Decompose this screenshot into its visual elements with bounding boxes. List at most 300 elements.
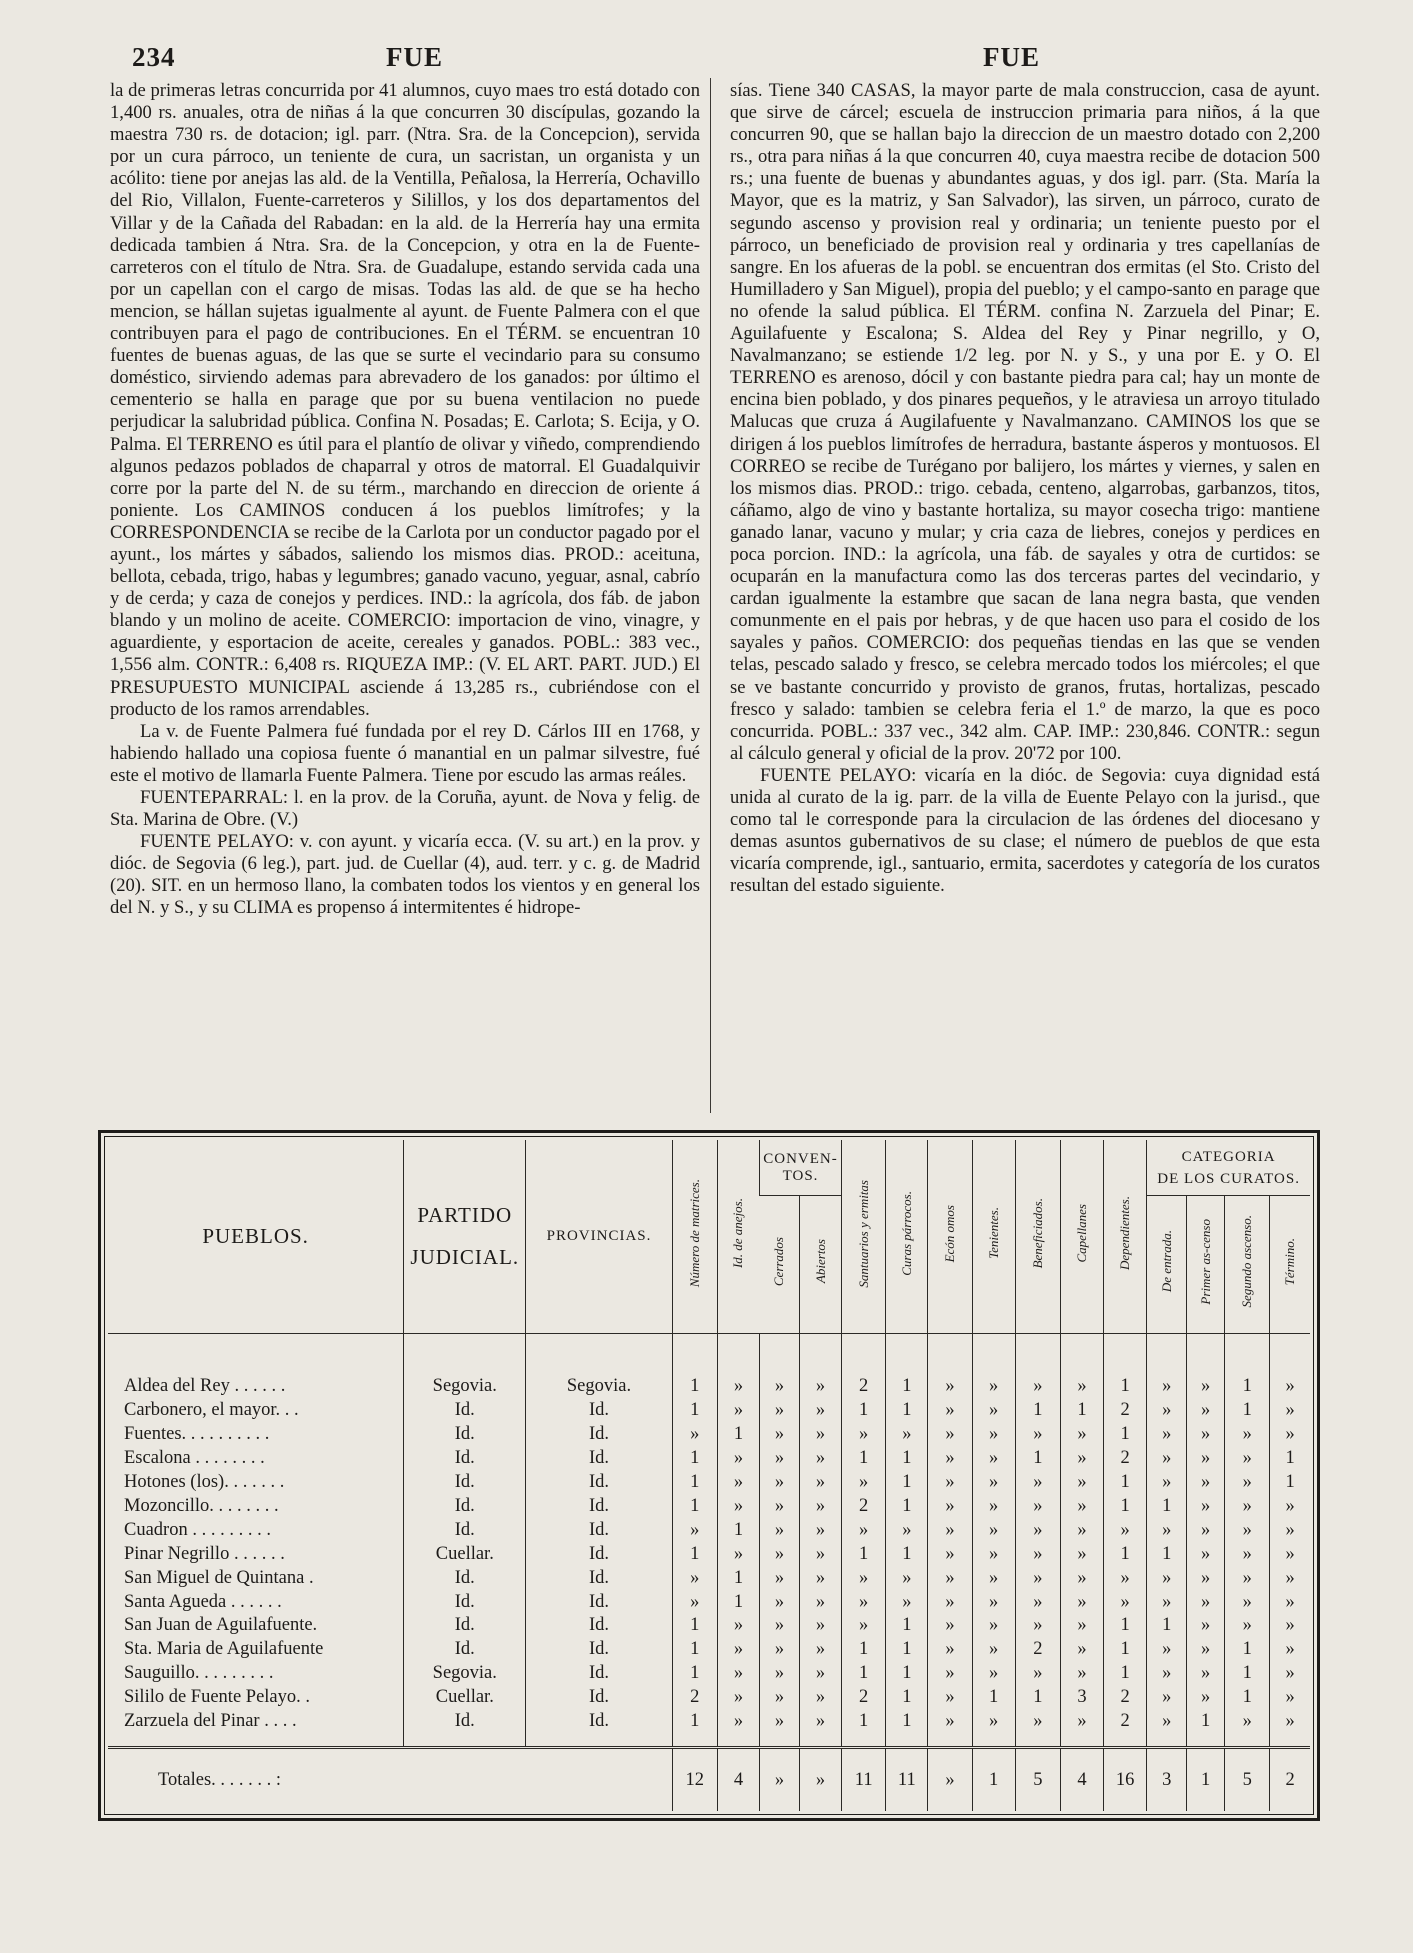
cell-value: » bbox=[1270, 1494, 1310, 1518]
cell-value: » bbox=[972, 1374, 1015, 1398]
header-dependientes-text: Dependientes. bbox=[1117, 1196, 1133, 1271]
cell-pueblo: San Juan de Aguilafuente. bbox=[124, 1615, 318, 1636]
cell-value: » bbox=[972, 1709, 1015, 1733]
header-matrices-text: Número de matrices. bbox=[686, 1179, 702, 1288]
spacer-cell bbox=[717, 1333, 759, 1374]
totals-value: » bbox=[759, 1748, 799, 1811]
header-entrada bbox=[1147, 1196, 1187, 1333]
cell-value: » bbox=[799, 1637, 841, 1661]
cell-value: » bbox=[717, 1398, 759, 1422]
left-paragraph-3: FUENTEPARRAL: l. en la prov. de la Coruña, ayunt. de Nova y felig. de Sta. Marina de Obre. (V.) bbox=[110, 787, 700, 831]
cell-value: 1 bbox=[972, 1685, 1015, 1709]
left-paragraph-4: FUENTE PELAYO: v. con ayunt. y vicaría ecca. (V. su art.) en la prov. y dióc. de Segovia (6 leg.), part. jud. de Cuellar (4), aud. terr. y c. g. de Madrid (20). SIT. en un hermoso llano, la combaten todos los vientos y en general los del N. y S., y su CLIMA es propenso á intermitentes é hidrope- bbox=[110, 831, 700, 919]
cell-provincia: Id. bbox=[526, 1518, 672, 1542]
cell-value: » bbox=[799, 1518, 841, 1542]
cell-value: » bbox=[928, 1661, 972, 1685]
cell-provincia: Id. bbox=[526, 1422, 672, 1446]
spacer-cell bbox=[404, 1333, 526, 1374]
cell-value: » bbox=[928, 1398, 972, 1422]
cell-value: » bbox=[1015, 1422, 1060, 1446]
cell-value: » bbox=[842, 1566, 886, 1590]
cell-value: » bbox=[1147, 1661, 1187, 1685]
cell-value: » bbox=[1060, 1566, 1103, 1590]
cell-value: » bbox=[759, 1470, 799, 1494]
cell-value: » bbox=[842, 1614, 886, 1638]
table-spacer-top bbox=[108, 1333, 1310, 1374]
cell-value: » bbox=[1187, 1685, 1225, 1709]
cell-pueblo: Fuentes. . . . . . . . . . bbox=[124, 1423, 270, 1444]
header-curas-text: Curas párrocos. bbox=[898, 1190, 914, 1276]
left-paragraph-1: la de primeras letras concurrida por 41 alumnos, cuyo maes tro está dotado con 1,400 rs. anuales, otra de niñas á la que concurren 30 discípulas, gozando la maestra 730 rs. de dotacion; igl. parr. (Ntra. Sra. de la Concepcion), servida por un cura párroco, un teniente de cura, un sacristan, un organista y un acólito: tiene por anejas las ald. de la Ventilla, Peñalosa, la Herrería, Ochavillo del Rio, Villalon, Fuente-carreteros y Silillos, y los dos departamentos del Villar y de la Cañada del Rabadan: en la ald. de la Herrería hay una ermita dedicada tambien á Ntra. Sra. de la Concepcion, y otra en la de Fuente-carreteros con el título de Ntra. Sra. de Guadalupe, estando servida cada una por un capellan con el cargo de misas. Todas las ald. de que se ha hecho mencion, se hállan sujetas igualmente al ayunt. de Fuente Palmera con el que contribuyen para el pago de contribuciones. En el TÉRM. se encuentran 10 fuentes de buenas aguas, de las que se surte el vecindario para su consumo doméstico, sirviendo ademas para abrevadero de los ganados: por último el cementerio se halla en parage que por su buena ventilacion no puede perjudicar la salubridad pública. Confina N. Posadas; E. Carlota; S. Ecija, y O. Palma. El TERRENO es útil para el plantío de olivar y viñedo, comprendiendo algunos pedazos poblados de chaparral y otros de matorral. El Guadalquivir corre por la parte del N. de su térm., marchando en direccion de oriente á poniente. Los CAMINOS conducen á los pueblos limítrofes; y la CORRESPONDENCIA se recibe de la Carlota por un conductor pagado por el ayunt., los mártes y sábados, saliendo los mismos dias. PROD.: aceituna, bellota, cebada, trigo, habas y legumbres; ganado vacuno, yeguar, asnal, cabrío y de cerda; y caza de conejos y perdices. IND.: la agrícola, dos fáb. de jabon blando y un molino de aceite. COMERCIO: importacion de vino, vinagre, y aguardiente, y esportacion de aceite, cereales y ganados. POBL.: 383 vec., 1,556 alm. CONTR.: 6,408 rs. RIQUEZA IMP.: (V. EL ART. PART. JUD.) El PRESUPUESTO MUNICIPAL asciende á 13,285 rs., cubriéndose con el producto de los ramos arrendables. bbox=[110, 80, 700, 720]
header-termino bbox=[1270, 1196, 1310, 1333]
cell-partido: Id. bbox=[404, 1590, 526, 1614]
cell-value: » bbox=[1060, 1422, 1103, 1446]
header-partido-line1: PARTIDO bbox=[417, 1203, 513, 1228]
header-beneficiados bbox=[1015, 1140, 1060, 1333]
cell-value: » bbox=[928, 1637, 972, 1661]
cell-value: » bbox=[1270, 1661, 1310, 1685]
column-divider bbox=[710, 78, 711, 1113]
header-cerrados bbox=[759, 1196, 799, 1333]
right-paragraph-2: FUENTE PELAYO: vicaría en la dióc. de Segovia: cuya dignidad está unida al curato de la ig. parr. de la villa de Euente Pelayo con la jurisd., que como tal le corresponde para la circulacion de las órdenes del diocesano y demas asuntos gubernativos de su clase; el número de pueblos de que esta vicaría comprende, igl., santuario, ermita, sacerdotes y categoría de los curatos resultan del estado siguiente. bbox=[730, 764, 1320, 897]
header-anejos-text: Id. de anejos. bbox=[730, 1198, 746, 1269]
cell-value: » bbox=[799, 1661, 841, 1685]
spacer-cell bbox=[1060, 1733, 1103, 1747]
cell-value: » bbox=[972, 1470, 1015, 1494]
spacer-cell bbox=[886, 1733, 928, 1747]
header-termino-text: Término. bbox=[1282, 1237, 1298, 1286]
cell-value: » bbox=[1104, 1518, 1147, 1542]
totals-value: 1 bbox=[1187, 1748, 1225, 1811]
cell-value: 1 bbox=[1147, 1494, 1187, 1518]
header-beneficiados-text: Beneficiados. bbox=[1029, 1198, 1045, 1269]
cell-value: » bbox=[799, 1685, 841, 1709]
cell-value: » bbox=[928, 1374, 972, 1398]
cell-value: » bbox=[717, 1446, 759, 1470]
right-column bbox=[730, 80, 1320, 897]
cell-value: » bbox=[759, 1422, 799, 1446]
spacer-cell bbox=[1104, 1733, 1147, 1747]
cell-value: 1 bbox=[1187, 1709, 1225, 1733]
cell-value: » bbox=[1270, 1685, 1310, 1709]
header-santuarios-text: Santuarios y ermitas bbox=[855, 1179, 871, 1288]
totals-value: 11 bbox=[842, 1748, 886, 1811]
header-categoria-line2: DE LOS CURATOS. bbox=[1157, 1170, 1300, 1187]
totals-value: 4 bbox=[717, 1748, 759, 1811]
totals-value: 2 bbox=[1270, 1748, 1310, 1811]
header-matrices bbox=[672, 1140, 717, 1333]
cell-value: » bbox=[972, 1590, 1015, 1614]
table-row bbox=[108, 1661, 1310, 1685]
spacer-cell bbox=[1187, 1333, 1225, 1374]
cell-provincia: Id. bbox=[526, 1398, 672, 1422]
cell-value: » bbox=[1147, 1518, 1187, 1542]
cell-value: 1 bbox=[1270, 1446, 1310, 1470]
spacer-cell bbox=[672, 1733, 717, 1747]
cell-value: » bbox=[672, 1518, 717, 1542]
cell-value: » bbox=[972, 1422, 1015, 1446]
left-column bbox=[110, 80, 700, 920]
cell-value: » bbox=[1060, 1614, 1103, 1638]
cell-value: » bbox=[1060, 1542, 1103, 1566]
cell-value: » bbox=[717, 1685, 759, 1709]
cell-value: 1 bbox=[886, 1709, 928, 1733]
header-partido-line2: JUDICIAL. bbox=[410, 1245, 520, 1270]
cell-value: » bbox=[928, 1685, 972, 1709]
cell-pueblo: Escalona . . . . . . . . bbox=[124, 1447, 265, 1468]
cell-value: 1 bbox=[672, 1446, 717, 1470]
cell-value: » bbox=[1147, 1709, 1187, 1733]
cell-value: » bbox=[759, 1637, 799, 1661]
table-row bbox=[108, 1637, 1310, 1661]
cell-provincia: Id. bbox=[526, 1637, 672, 1661]
table-row bbox=[108, 1542, 1310, 1566]
cell-value: » bbox=[1147, 1590, 1187, 1614]
totals-value: 5 bbox=[1225, 1748, 1270, 1811]
cell-value: » bbox=[1225, 1470, 1270, 1494]
header-santuarios bbox=[842, 1140, 886, 1333]
cell-value: » bbox=[717, 1470, 759, 1494]
cell-value: » bbox=[1187, 1661, 1225, 1685]
cell-partido: Id. bbox=[404, 1446, 526, 1470]
spacer-cell bbox=[1104, 1333, 1147, 1374]
cell-value: » bbox=[672, 1566, 717, 1590]
cell-value: » bbox=[886, 1590, 928, 1614]
cell-value: » bbox=[1225, 1446, 1270, 1470]
header-abiertos-text: Abiertos bbox=[812, 1239, 828, 1284]
cell-value: 1 bbox=[1104, 1614, 1147, 1638]
cell-value: » bbox=[759, 1709, 799, 1733]
cell-value: » bbox=[1104, 1566, 1147, 1590]
table-row bbox=[108, 1590, 1310, 1614]
cell-pueblo: Pinar Negrillo . . . . . . bbox=[124, 1543, 285, 1564]
cell-value: » bbox=[759, 1685, 799, 1709]
cell-partido: Id. bbox=[404, 1470, 526, 1494]
cell-value: » bbox=[1225, 1709, 1270, 1733]
cell-value: 1 bbox=[1225, 1661, 1270, 1685]
table-row bbox=[108, 1422, 1310, 1446]
spacer-cell bbox=[972, 1333, 1015, 1374]
cell-value: 1 bbox=[886, 1661, 928, 1685]
cell-value: 1 bbox=[672, 1542, 717, 1566]
cell-value: 1 bbox=[672, 1661, 717, 1685]
cell-value: » bbox=[1060, 1446, 1103, 1470]
table-row bbox=[108, 1518, 1310, 1542]
cell-value: 1 bbox=[842, 1398, 886, 1422]
cell-value: » bbox=[759, 1518, 799, 1542]
cell-value: 1 bbox=[842, 1661, 886, 1685]
cell-value: 1 bbox=[1147, 1542, 1187, 1566]
cell-value: » bbox=[1187, 1566, 1225, 1590]
totals-value: » bbox=[928, 1748, 972, 1811]
cell-value: » bbox=[842, 1590, 886, 1614]
cell-value: » bbox=[1147, 1637, 1187, 1661]
left-running-head: FUE bbox=[386, 42, 443, 72]
header-cerrados-text: Cerrados bbox=[771, 1236, 787, 1287]
cell-value: 1 bbox=[886, 1494, 928, 1518]
cell-value: » bbox=[717, 1494, 759, 1518]
cell-value: » bbox=[1270, 1709, 1310, 1733]
cell-value: » bbox=[1225, 1494, 1270, 1518]
header-segundo-text: Segundo ascenso. bbox=[1239, 1215, 1255, 1308]
spacer-cell bbox=[1015, 1333, 1060, 1374]
cell-value: » bbox=[972, 1542, 1015, 1566]
cell-value: 1 bbox=[1104, 1422, 1147, 1446]
cell-value: 1 bbox=[886, 1470, 928, 1494]
cell-value: » bbox=[1270, 1637, 1310, 1661]
header-entrada-text: De entrada. bbox=[1158, 1230, 1174, 1293]
cell-value: » bbox=[972, 1614, 1015, 1638]
table-row bbox=[108, 1446, 1310, 1470]
cell-value: 1 bbox=[886, 1637, 928, 1661]
cell-partido: Id. bbox=[404, 1494, 526, 1518]
cell-pueblo: Aldea del Rey . . . . . . bbox=[124, 1376, 286, 1397]
cell-partido: Cuellar. bbox=[404, 1685, 526, 1709]
cell-value: » bbox=[1147, 1374, 1187, 1398]
cell-value: » bbox=[759, 1614, 799, 1638]
cell-value: » bbox=[1147, 1446, 1187, 1470]
cell-value: 1 bbox=[1104, 1542, 1147, 1566]
cell-value: 1 bbox=[886, 1542, 928, 1566]
header-conventos: CONVEN-TOS. bbox=[759, 1140, 841, 1196]
cell-value: 1 bbox=[672, 1709, 717, 1733]
cell-value: » bbox=[1187, 1374, 1225, 1398]
cell-partido: Segovia. bbox=[404, 1374, 526, 1398]
header-tenientes bbox=[972, 1140, 1015, 1333]
cell-provincia: Id. bbox=[526, 1685, 672, 1709]
cell-value: » bbox=[1147, 1398, 1187, 1422]
statistics-table-frame bbox=[98, 1130, 1320, 1821]
spacer-cell bbox=[1270, 1333, 1310, 1374]
cell-value: » bbox=[972, 1518, 1015, 1542]
cell-value: » bbox=[1147, 1566, 1187, 1590]
spacer-cell bbox=[799, 1333, 841, 1374]
cell-value: » bbox=[799, 1422, 841, 1446]
table-row bbox=[108, 1709, 1310, 1733]
cell-pueblo: Santa Agueda . . . . . . bbox=[124, 1591, 282, 1612]
header-primer-text: Primer as-censo bbox=[1197, 1218, 1213, 1305]
header-provincias: PROVINCIAS. bbox=[526, 1140, 672, 1333]
spacer-cell bbox=[972, 1733, 1015, 1747]
spacer-cell bbox=[842, 1333, 886, 1374]
spacer-cell bbox=[1060, 1333, 1103, 1374]
cell-value: » bbox=[928, 1518, 972, 1542]
cell-value: 1 bbox=[1225, 1398, 1270, 1422]
spacer-cell bbox=[672, 1333, 717, 1374]
cell-value: » bbox=[928, 1614, 972, 1638]
cell-value: » bbox=[799, 1590, 841, 1614]
cell-value: » bbox=[928, 1590, 972, 1614]
cell-value: » bbox=[928, 1709, 972, 1733]
spacer-cell bbox=[928, 1733, 972, 1747]
totals-value: 3 bbox=[1147, 1748, 1187, 1811]
cell-value: » bbox=[1187, 1614, 1225, 1638]
cell-pueblo: Sililo de Fuente Pelayo. . bbox=[124, 1687, 311, 1708]
cell-value: » bbox=[1015, 1518, 1060, 1542]
totals-value: 12 bbox=[672, 1748, 717, 1811]
page-number: 234 bbox=[132, 42, 176, 72]
cell-value: » bbox=[717, 1374, 759, 1398]
cell-value: » bbox=[928, 1542, 972, 1566]
spacer-cell bbox=[759, 1733, 799, 1747]
cell-value: 1 bbox=[842, 1637, 886, 1661]
cell-value: » bbox=[759, 1542, 799, 1566]
cell-value: » bbox=[1015, 1470, 1060, 1494]
header-pueblos: PUEBLOS. bbox=[108, 1140, 404, 1333]
cell-value: » bbox=[1060, 1637, 1103, 1661]
cell-value: » bbox=[717, 1614, 759, 1638]
spacer-cell bbox=[799, 1733, 841, 1747]
cell-value: » bbox=[1187, 1637, 1225, 1661]
cell-provincia: Id. bbox=[526, 1709, 672, 1733]
cell-pueblo: Mozoncillo. . . . . . . . bbox=[124, 1495, 279, 1516]
cell-value: » bbox=[759, 1590, 799, 1614]
left-paragraph-2: La v. de Fuente Palmera fué fundada por el rey D. Cárlos III en 1768, y habiendo hallado una copiosa fuente ó manantial en un palmar silvestre, fué este el motivo de llamarla Fuente Palmera. Tiene por escudo las armas reáles. bbox=[110, 720, 700, 786]
cell-value: 2 bbox=[1104, 1398, 1147, 1422]
cell-value: 1 bbox=[717, 1590, 759, 1614]
cell-value: » bbox=[1060, 1374, 1103, 1398]
cell-value: » bbox=[799, 1494, 841, 1518]
cell-value: » bbox=[1015, 1374, 1060, 1398]
cell-value: » bbox=[717, 1661, 759, 1685]
cell-partido: Segovia. bbox=[404, 1661, 526, 1685]
cell-value: 1 bbox=[1104, 1494, 1147, 1518]
cell-value: » bbox=[799, 1470, 841, 1494]
spacer-cell bbox=[1270, 1733, 1310, 1747]
cell-value: » bbox=[717, 1542, 759, 1566]
cell-value: » bbox=[1270, 1422, 1310, 1446]
cell-value: » bbox=[1270, 1398, 1310, 1422]
cell-value: » bbox=[799, 1374, 841, 1398]
cell-value: » bbox=[928, 1422, 972, 1446]
spacer-cell bbox=[759, 1333, 799, 1374]
table-row bbox=[108, 1685, 1310, 1709]
totals-value: » bbox=[799, 1748, 841, 1811]
cell-value: 1 bbox=[842, 1542, 886, 1566]
cell-provincia: Id. bbox=[526, 1494, 672, 1518]
totals-row bbox=[108, 1748, 1310, 1811]
cell-value: » bbox=[1147, 1685, 1187, 1709]
spacer-cell bbox=[108, 1733, 404, 1747]
cell-partido: Id. bbox=[404, 1398, 526, 1422]
cell-value: 1 bbox=[1270, 1470, 1310, 1494]
cell-value: » bbox=[1060, 1494, 1103, 1518]
cell-value: 1 bbox=[1104, 1470, 1147, 1494]
cell-value: 2 bbox=[1104, 1709, 1147, 1733]
spacer-cell bbox=[1147, 1333, 1187, 1374]
cell-value: » bbox=[759, 1661, 799, 1685]
cell-value: 1 bbox=[672, 1470, 717, 1494]
cell-value: » bbox=[886, 1422, 928, 1446]
cell-value: » bbox=[1225, 1542, 1270, 1566]
header-anejos bbox=[717, 1140, 759, 1333]
cell-value: » bbox=[1060, 1709, 1103, 1733]
cell-value: » bbox=[1270, 1566, 1310, 1590]
spacer-cell bbox=[1225, 1333, 1270, 1374]
cell-value: 1 bbox=[1225, 1685, 1270, 1709]
cell-value: » bbox=[842, 1422, 886, 1446]
cell-value: » bbox=[759, 1566, 799, 1590]
cell-value: » bbox=[886, 1566, 928, 1590]
cell-value: » bbox=[1270, 1614, 1310, 1638]
cell-value: » bbox=[717, 1709, 759, 1733]
cell-value: » bbox=[1060, 1518, 1103, 1542]
cell-value: » bbox=[799, 1446, 841, 1470]
cell-value: » bbox=[1187, 1446, 1225, 1470]
cell-value: 2 bbox=[672, 1685, 717, 1709]
table-body bbox=[108, 1333, 1310, 1811]
cell-value: 1 bbox=[1225, 1637, 1270, 1661]
cell-value: 1 bbox=[886, 1374, 928, 1398]
cell-value: » bbox=[1225, 1422, 1270, 1446]
cell-value: 1 bbox=[1225, 1374, 1270, 1398]
cell-partido: Cuellar. bbox=[404, 1542, 526, 1566]
cell-value: » bbox=[1015, 1661, 1060, 1685]
cell-value: 2 bbox=[842, 1374, 886, 1398]
spacer-cell bbox=[526, 1733, 672, 1747]
table-row bbox=[108, 1398, 1310, 1422]
cell-value: 1 bbox=[672, 1637, 717, 1661]
cell-value: » bbox=[1060, 1590, 1103, 1614]
cell-value: » bbox=[972, 1661, 1015, 1685]
cell-value: » bbox=[759, 1446, 799, 1470]
cell-value: » bbox=[1225, 1518, 1270, 1542]
cell-pueblo: Carbonero, el mayor. . . bbox=[124, 1400, 299, 1421]
cell-value: » bbox=[799, 1542, 841, 1566]
cell-value: » bbox=[1060, 1661, 1103, 1685]
cell-value: » bbox=[842, 1518, 886, 1542]
cell-value: » bbox=[1225, 1590, 1270, 1614]
cell-value: 2 bbox=[842, 1494, 886, 1518]
cell-value: » bbox=[928, 1494, 972, 1518]
right-running-head: FUE bbox=[983, 42, 1040, 72]
header-categoria bbox=[1147, 1140, 1310, 1196]
cell-value: 1 bbox=[1104, 1661, 1147, 1685]
table-row bbox=[108, 1374, 1310, 1398]
table-row bbox=[108, 1470, 1310, 1494]
cell-value: 3 bbox=[1060, 1685, 1103, 1709]
spacer-cell bbox=[1147, 1733, 1187, 1747]
cell-value: » bbox=[1147, 1470, 1187, 1494]
right-paragraph-1: sías. Tiene 340 CASAS, la mayor parte de mala construccion, casa de ayunt. que sirve de cárcel; escuela de instruccion primaria para niños, á la que concurren 90, que se hallan bajo la direccion de un maestro dotado con 2,200 rs., otra para niñas á la que concurren 40, cuya maestra recibe de dotacion 500 rs.; una fuente de buenas y abundantes aguas, y dos igl. parr. (Sta. María la Mayor, que es la matriz, y San Salvador), las sirven, un párroco, curato de segundo ascenso y provision real y ordinaria; un teniente puesto por el párroco, un beneficiado de provision real y ordinaria y tres capellanías de sangre. En los afueras de la pobl. se encuentran dos ermitas (el Sto. Cristo del Humilladero y San Miguel), propia del pueblo; y el campo-santo en parage que no ofende la salud pública. El TÉRM. confina N. Zarzuela del Pinar; E. Aguilafuente y Escalona; S. Aldea del Rey y Pinar negrillo, y O, Navalmanzano; se estiende 1/2 leg. por N. y S., y una por E. y O. El TERRENO es arenoso, dócil y con bastante piedra para cal; hay un monte de encina bien poblado, y dos pinares pequeños, y le atraviesa un arroyo titulado Malucas que cruza á Augilafuente y Navalmanzano. CAMINOS los que se dirigen á los pueblos limítrofes de herradura, bastante ásperos y montuosos. El CORREO se recibe de Turégano por balijero, los mártes y viernes, y salen en los mismos dias. PROD.: trigo. cebada, centeno, algarrobas, garbanzos, titos, cáñamo, algo de vino y bastante hortaliza, su mayor cosecha trigo: mantiene ganado lanar, vacuno y mular; y cria caza de liebres, conejos y perdices en poca porcion. IND.: la agrícola, una fáb. de sayales y otra de curtidos: se ocuparán en la manufactura como las dos terceras partes del vecindario, y cardan igualmente la estambre que sacan de lana negra basta, que venden comunmente en el pais por hebras, y de que hacen uso para el cosido de los sayales y paños. COMERCIO: dos pequeñas tiendas en las que se venden telas, pescado salado y fresco, se celebra mercado todos los miércoles; el que se ve bastante concurrido y provisto de granos, frutas, hortalizas, pescado fresco y salado: tambien se celebra feria el 1.º de marzo, la que es poco concurrida. POBL.: 337 vec., 342 alm. CAP. IMP.: 230,846. CONTR.: segun al cálculo general y oficial de la prov. 20'72 por 100. bbox=[730, 80, 1320, 764]
spacer-cell bbox=[886, 1333, 928, 1374]
header-economos bbox=[928, 1140, 972, 1333]
cell-value: 1 bbox=[886, 1614, 928, 1638]
cell-value: 2 bbox=[1104, 1685, 1147, 1709]
totals-value: 11 bbox=[886, 1748, 928, 1811]
cell-value: » bbox=[972, 1494, 1015, 1518]
cell-value: » bbox=[672, 1422, 717, 1446]
header-capellanes-text: Capellanes bbox=[1074, 1204, 1090, 1263]
cell-value: » bbox=[972, 1637, 1015, 1661]
cell-value: » bbox=[972, 1446, 1015, 1470]
cell-value: » bbox=[1015, 1709, 1060, 1733]
spacer-cell bbox=[1187, 1733, 1225, 1747]
cell-value: » bbox=[842, 1470, 886, 1494]
cell-value: » bbox=[1187, 1542, 1225, 1566]
cell-partido: Id. bbox=[404, 1614, 526, 1638]
cell-provincia: Segovia. bbox=[526, 1374, 672, 1398]
cell-value: » bbox=[799, 1614, 841, 1638]
header-abiertos bbox=[799, 1196, 841, 1333]
cell-pueblo: Sauguillo. . . . . . . . . bbox=[124, 1663, 274, 1684]
cell-partido: Id. bbox=[404, 1637, 526, 1661]
table-row bbox=[108, 1566, 1310, 1590]
cell-pueblo: Sta. Maria de Aguilafuente bbox=[124, 1639, 324, 1660]
cell-value: » bbox=[886, 1518, 928, 1542]
cell-provincia: Id. bbox=[526, 1470, 672, 1494]
cell-value: » bbox=[1060, 1470, 1103, 1494]
